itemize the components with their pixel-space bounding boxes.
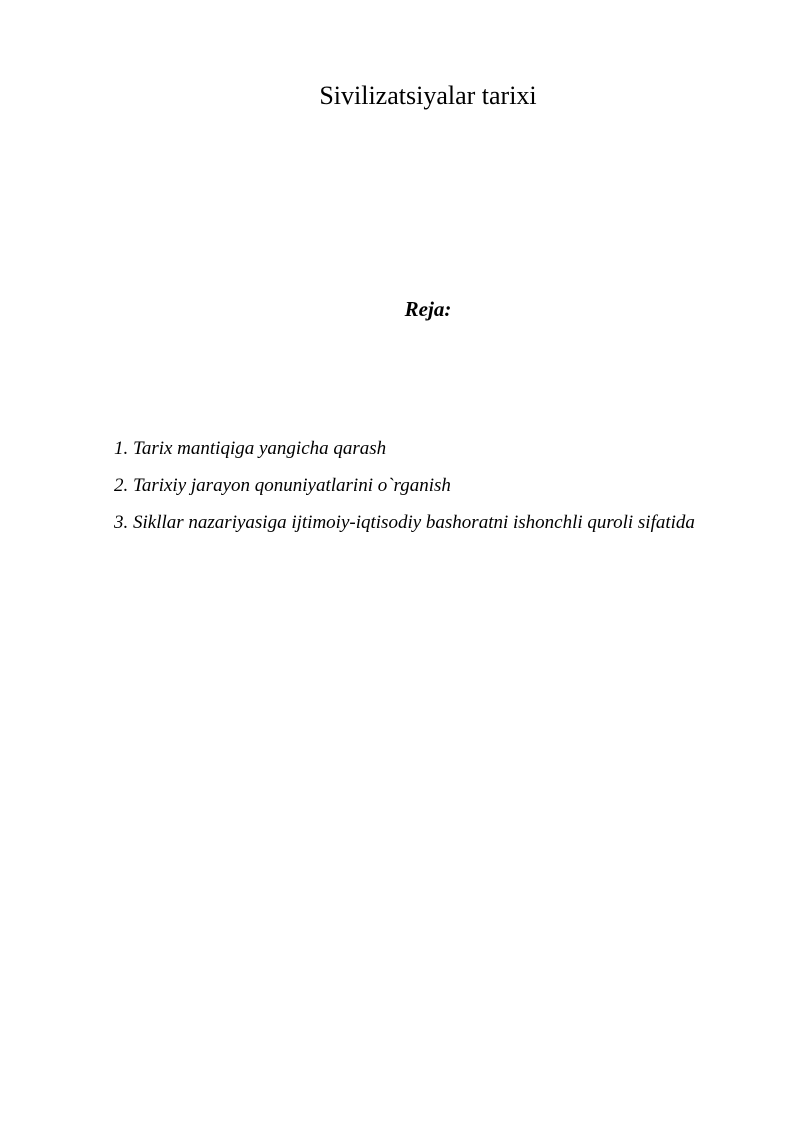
plan-item-number: 3. — [114, 512, 129, 533]
plan-item-text: Tarix mantiqiga yangicha qarash — [133, 438, 387, 459]
plan-list — [114, 430, 714, 541]
plan-item-3 — [114, 504, 714, 541]
plan-item-1 — [114, 430, 714, 467]
plan-item-text: Tarixiy jarayon qonuniyatlarini o`rganish — [133, 475, 451, 496]
plan-item-number: 1. — [114, 438, 129, 459]
plan-item-number: 2. — [114, 475, 129, 496]
plan-item-text: Sikllar nazariyasiga ijtimoiy-iqtisodiy bashoratni ishonchli quroli sifatida — [133, 512, 695, 533]
document-title: Sivilizatsiyalar tarixi — [319, 81, 537, 110]
plan-item-2 — [114, 467, 714, 504]
plan-heading: Reja: — [404, 297, 452, 321]
